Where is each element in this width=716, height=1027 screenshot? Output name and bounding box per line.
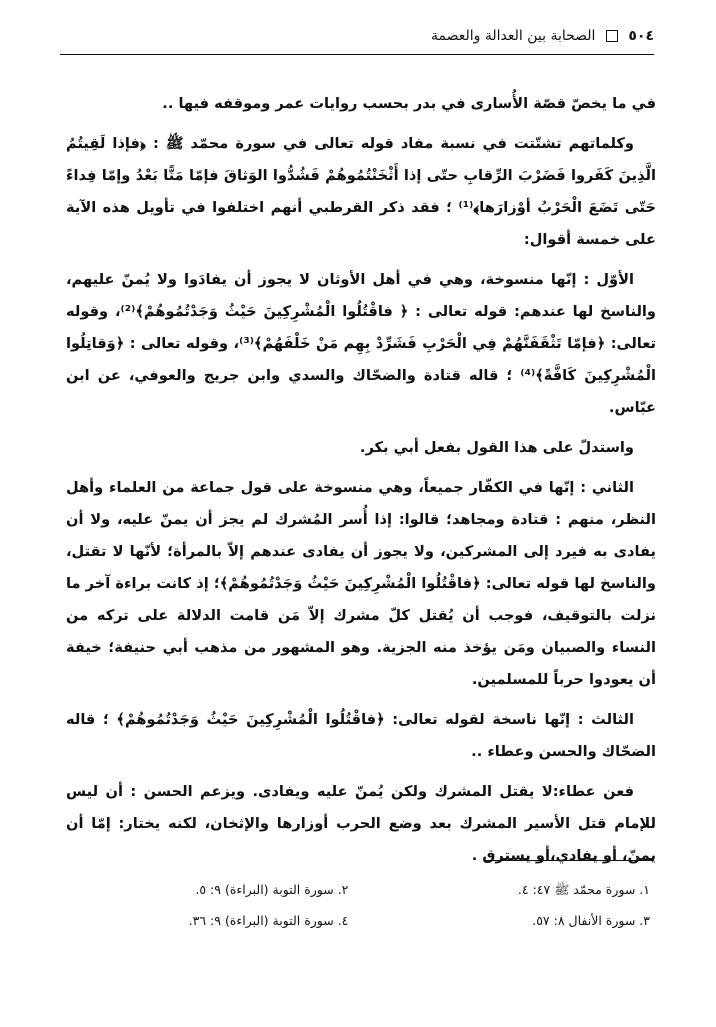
footnote-rule — [486, 860, 654, 861]
footnote-3: ٣. سورة الأنفال ٨: ٥٧. — [532, 913, 650, 928]
header-title: الصحابة بين العدالة والعصمة — [430, 28, 596, 44]
footnote-row — [70, 905, 650, 936]
paragraph: الأوّل : إنّها منسوخة، وهي في أهل الأوثان لا يجوز أن يفادَوا ولا يُمنّ عليهم، والناسخ لها عندهم: قوله تعالى : ﴿ فاقْتُلُوا الْمُشْرِكِينَ حَيْثُ وَجَدْتُمُوهُمْ﴾⁽²⁾، وقوله تعالى: ﴿فإمّا تَثْقَفَنَّهُمْ فِي الْحَرْبِ فَشَرِّدْ بِهِم مَنْ خَلْفَهُمْ﴾⁽³⁾، وقوله تعالى : ﴿وَقاتِلُوا الْمُشْرِكِينَ كَافَّةً﴾⁽⁴⁾ ؛ قاله قتادة والضحّاك والسدي وابن جريج والعوفي، عن ابن عبّاس. — [66, 271, 657, 416]
paragraph: الثاني : إنّها في الكفّار جميعاً، وهي منسوخة على قول جماعة من العلماء وأهل النظر، منهم : قتادة ومجاهد؛ قالوا: إذا أُسر المُشرك لم يجز أن يمنّ عليه، ولا أن يفادى به فيرد إلى المشركين، ولا يجوز أن يفادى عندهم إلاّ بالمرأة؛ لأنّها لا تقتل، والناسخ لها قوله تعالى: ﴿فاقْتُلُوا الْمُشْرِكِينَ حَيْثُ وَجَدْتُمُوهُمْ﴾؛ إذ كانت براءة آخر ما نزلت بالتوقيف، فوجب أن يُقتل كلّ مشرك إلاّ مَن قامت الدلالة على تركه من النساء والصبيان ومَن يؤخذ منه الجزية. وهو المشهور من مذهب أبي حنيفة؛ خيفة أن يعودوا حرباً للمسلمين. — [66, 479, 656, 688]
paragraph: وكلماتهم تشتّتت في نسبة مفاد قوله تعالى في سورة محمّد ﷺ : ﴿فإذا لَقِيتُمُ الَّذِينَ كَفَروا فَضَرْبَ الرِّقابِ حتّى إذا أَثْخَنْتُمُوهُمْ فَشُدُّوا الوَثاقَ فإمّا مَنًّا بَعْدُ وإمّا فِداءً حَتّى تَضَعَ الْحَرْبُ أوْزارَها﴾⁽¹⁾ ؛ فقد ذكر القرطبي أنهم اختلفوا في تأويل هذه الآية على خمسة أقوال: — [66, 135, 656, 248]
footnote-1: ١. سورة محمّد ﷺ ٤٧: ٤. — [517, 882, 650, 897]
paragraph: واستدلّ على هذا القول بفعل أبي بكر. — [359, 439, 634, 456]
footnote-4: ٤. سورة التوبة (البراءة) ٩: ٣٦. — [188, 913, 349, 928]
running-header — [60, 28, 654, 50]
main-text — [66, 88, 656, 880]
square-ornament-icon — [606, 30, 618, 42]
footnotes — [70, 874, 650, 936]
paragraph: الثالث : إنّها ناسخة لقوله تعالى: ﴿فاقْتُلُوا الْمُشْرِكِينَ حَيْثُ وَجَدْتُمُوهُمْ﴾ ؛ قاله الضحّاك والحسن وعطاء .. — [66, 711, 656, 760]
footnote-2: ٢. سورة التوبة (البراءة) ٩: ٥. — [195, 882, 349, 897]
page-number: ٥٠٤ — [628, 28, 654, 44]
header-rule — [60, 54, 654, 55]
paragraph: فعن عطاء:لا يقتل المشرك ولكن يُمنّ عليه ويفادى. ويزعم الحسن : أن ليس للإمام قتل الأسير المشرك بعد وضع الحرب أوزارها والإثخان، لكنه يختار: إمّا أن يمنّ، أو يفادي،أو يسترق . — [66, 783, 656, 864]
header-title-group — [431, 28, 654, 44]
paragraph: في ما يخصّ قصّة الأُسارى في بدر بحسب روايات عمر وموقفه فيها .. — [162, 95, 656, 112]
footnote-row — [70, 874, 650, 905]
